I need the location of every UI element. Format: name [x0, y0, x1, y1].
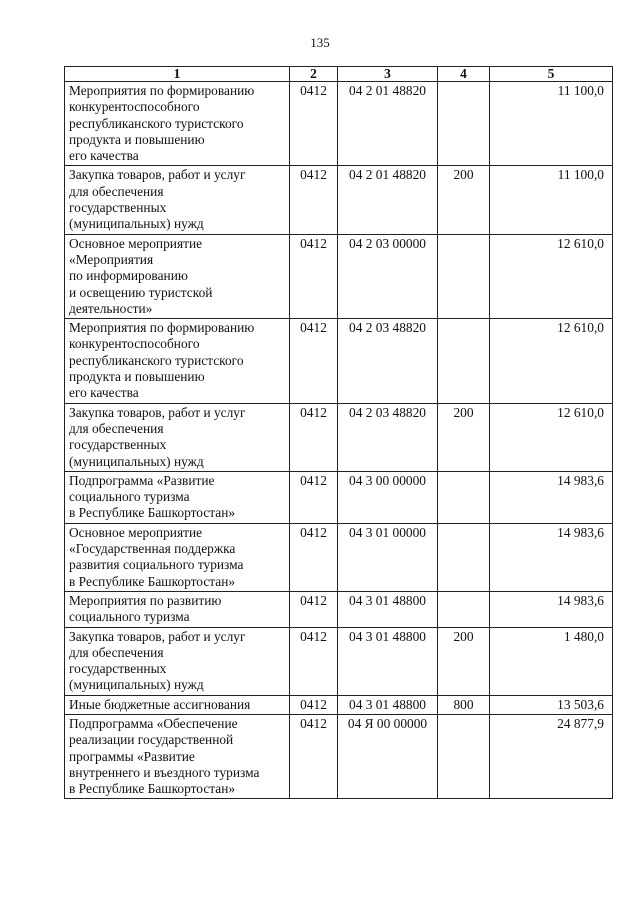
cell-name-line: Подпрограмма «Развитие — [69, 472, 215, 488]
cell-name-line: Мероприятия по формированию — [69, 83, 255, 98]
cell-target-article: 04 2 01 48820 — [338, 166, 438, 234]
cell-expense-type — [438, 234, 490, 318]
cell-section-code: 0412 — [290, 591, 338, 627]
cell-name-line: Закупка товаров, работ и услуг — [69, 167, 246, 183]
cell-name-line: социального туризма — [69, 489, 190, 505]
cell-expense-type — [438, 591, 490, 627]
cell-name-line: для обеспечения — [69, 420, 164, 436]
cell-name-line: для обеспечения — [69, 644, 164, 660]
cell-expense-type — [438, 82, 490, 166]
cell-name-line: республиканского туристского — [69, 352, 244, 368]
cell-name-line: Закупка товаров, работ и услуг — [69, 628, 246, 644]
table-row — [65, 403, 613, 471]
header-col-4: 4 — [438, 67, 490, 82]
cell-name — [65, 166, 290, 234]
cell-section-code: 0412 — [290, 627, 338, 695]
cell-section-code: 0412 — [290, 403, 338, 471]
cell-amount: 24 877,9 — [490, 714, 613, 798]
cell-name-line: продукта и повышению — [69, 369, 205, 385]
table-row — [65, 319, 613, 403]
cell-name-line: программы «Развитие — [69, 748, 195, 764]
cell-name — [65, 627, 290, 695]
cell-name-line: Основное мероприятие — [69, 235, 203, 251]
cell-name-line: в Республике Башкортостан» — [69, 505, 236, 521]
cell-name — [65, 471, 290, 523]
cell-name-line: его качества — [69, 148, 139, 164]
header-col-1: 1 — [65, 67, 290, 82]
cell-name — [65, 523, 290, 591]
cell-section-code: 0412 — [290, 234, 338, 318]
cell-amount: 12 610,0 — [490, 234, 613, 318]
cell-target-article: 04 3 01 48800 — [338, 627, 438, 695]
cell-name-line: в Республике Башкортостан» — [69, 573, 236, 589]
table-row — [65, 234, 613, 318]
cell-name — [65, 403, 290, 471]
cell-name-line: государственных — [69, 661, 167, 677]
cell-expense-type — [438, 523, 490, 591]
cell-name-line: деятельности» — [69, 300, 153, 316]
cell-name-line: Основное мероприятие — [69, 524, 203, 540]
cell-name-line: республиканского туристского — [69, 115, 244, 131]
table-row — [65, 714, 613, 798]
table-row — [65, 523, 613, 591]
cell-amount: 12 610,0 — [490, 319, 613, 403]
cell-name-line: реализации государственной — [69, 732, 234, 748]
cell-expense-type: 200 — [438, 403, 490, 471]
cell-section-code: 0412 — [290, 82, 338, 166]
cell-amount: 11 100,0 — [490, 82, 613, 166]
cell-section-code: 0412 — [290, 695, 338, 714]
cell-expense-type: 800 — [438, 695, 490, 714]
header-col-3: 3 — [338, 67, 438, 82]
cell-amount: 14 983,6 — [490, 471, 613, 523]
cell-name-line: государственных — [69, 437, 167, 453]
cell-name-line: (муниципальных) нужд — [69, 216, 204, 232]
cell-name — [65, 319, 290, 403]
cell-target-article: 04 2 03 48820 — [338, 403, 438, 471]
cell-name — [65, 714, 290, 798]
cell-expense-type: 200 — [438, 627, 490, 695]
cell-name-line: его качества — [69, 385, 139, 401]
cell-name-line: развития социального туризма — [69, 557, 244, 573]
cell-name — [65, 234, 290, 318]
cell-name-line: «Мероприятия — [69, 251, 154, 267]
cell-name-line: внутреннего и въездного туризма — [69, 764, 260, 780]
cell-name-line: и освещению туристской — [69, 284, 213, 300]
cell-name-line: Иные бюджетные ассигнования — [69, 696, 251, 712]
table-row — [65, 166, 613, 234]
cell-amount: 11 100,0 — [490, 166, 613, 234]
cell-name-line: продукта и повышению — [69, 131, 205, 147]
table-row — [65, 627, 613, 695]
table-row — [65, 471, 613, 523]
cell-name — [65, 591, 290, 627]
cell-name-line: по информированию — [69, 268, 188, 284]
cell-name-line: конкурентоспособного — [69, 99, 200, 115]
cell-target-article: 04 3 01 48800 — [338, 591, 438, 627]
cell-expense-type: 200 — [438, 166, 490, 234]
cell-amount: 14 983,6 — [490, 523, 613, 591]
table-row — [65, 695, 613, 714]
cell-name-line: социального туризма — [69, 609, 190, 625]
table-row — [65, 591, 613, 627]
cell-target-article: 04 3 00 00000 — [338, 471, 438, 523]
cell-section-code: 0412 — [290, 319, 338, 403]
cell-amount: 12 610,0 — [490, 403, 613, 471]
cell-name — [65, 695, 290, 714]
page-number: 135 — [310, 35, 330, 50]
cell-amount: 1 480,0 — [490, 627, 613, 695]
cell-name-line: Закупка товаров, работ и услуг — [69, 404, 246, 420]
cell-name — [65, 82, 290, 166]
cell-name-line: Мероприятия по формированию — [69, 320, 255, 336]
table-header-row — [65, 67, 613, 82]
header-col-2: 2 — [290, 67, 338, 82]
cell-name-line: для обеспечения — [69, 183, 164, 199]
cell-name-line: «Государственная поддержка — [69, 541, 236, 557]
budget-table — [64, 66, 613, 799]
cell-expense-type — [438, 714, 490, 798]
cell-section-code: 0412 — [290, 523, 338, 591]
cell-target-article: 04 3 01 00000 — [338, 523, 438, 591]
table-row — [65, 82, 613, 166]
cell-name-line: Подпрограмма «Обеспечение — [69, 715, 238, 731]
cell-expense-type — [438, 471, 490, 523]
cell-name-line: (муниципальных) нужд — [69, 453, 204, 469]
cell-target-article: 04 2 03 00000 — [338, 234, 438, 318]
cell-name-line: (муниципальных) нужд — [69, 677, 204, 693]
table-body — [65, 82, 613, 799]
cell-amount: 14 983,6 — [490, 591, 613, 627]
cell-name-line: конкурентоспособного — [69, 336, 200, 352]
cell-section-code: 0412 — [290, 714, 338, 798]
cell-name-line: в Республике Башкортостан» — [69, 781, 236, 797]
cell-name-line: государственных — [69, 200, 167, 216]
cell-target-article: 04 Я 00 00000 — [338, 714, 438, 798]
cell-amount: 13 503,6 — [490, 695, 613, 714]
cell-section-code: 0412 — [290, 471, 338, 523]
cell-target-article: 04 2 03 48820 — [338, 319, 438, 403]
header-col-5: 5 — [490, 67, 613, 82]
cell-name-line: Мероприятия по развитию — [69, 592, 222, 608]
cell-expense-type — [438, 319, 490, 403]
cell-target-article: 04 2 01 48820 — [338, 82, 438, 166]
cell-target-article: 04 3 01 48800 — [338, 695, 438, 714]
cell-section-code: 0412 — [290, 166, 338, 234]
